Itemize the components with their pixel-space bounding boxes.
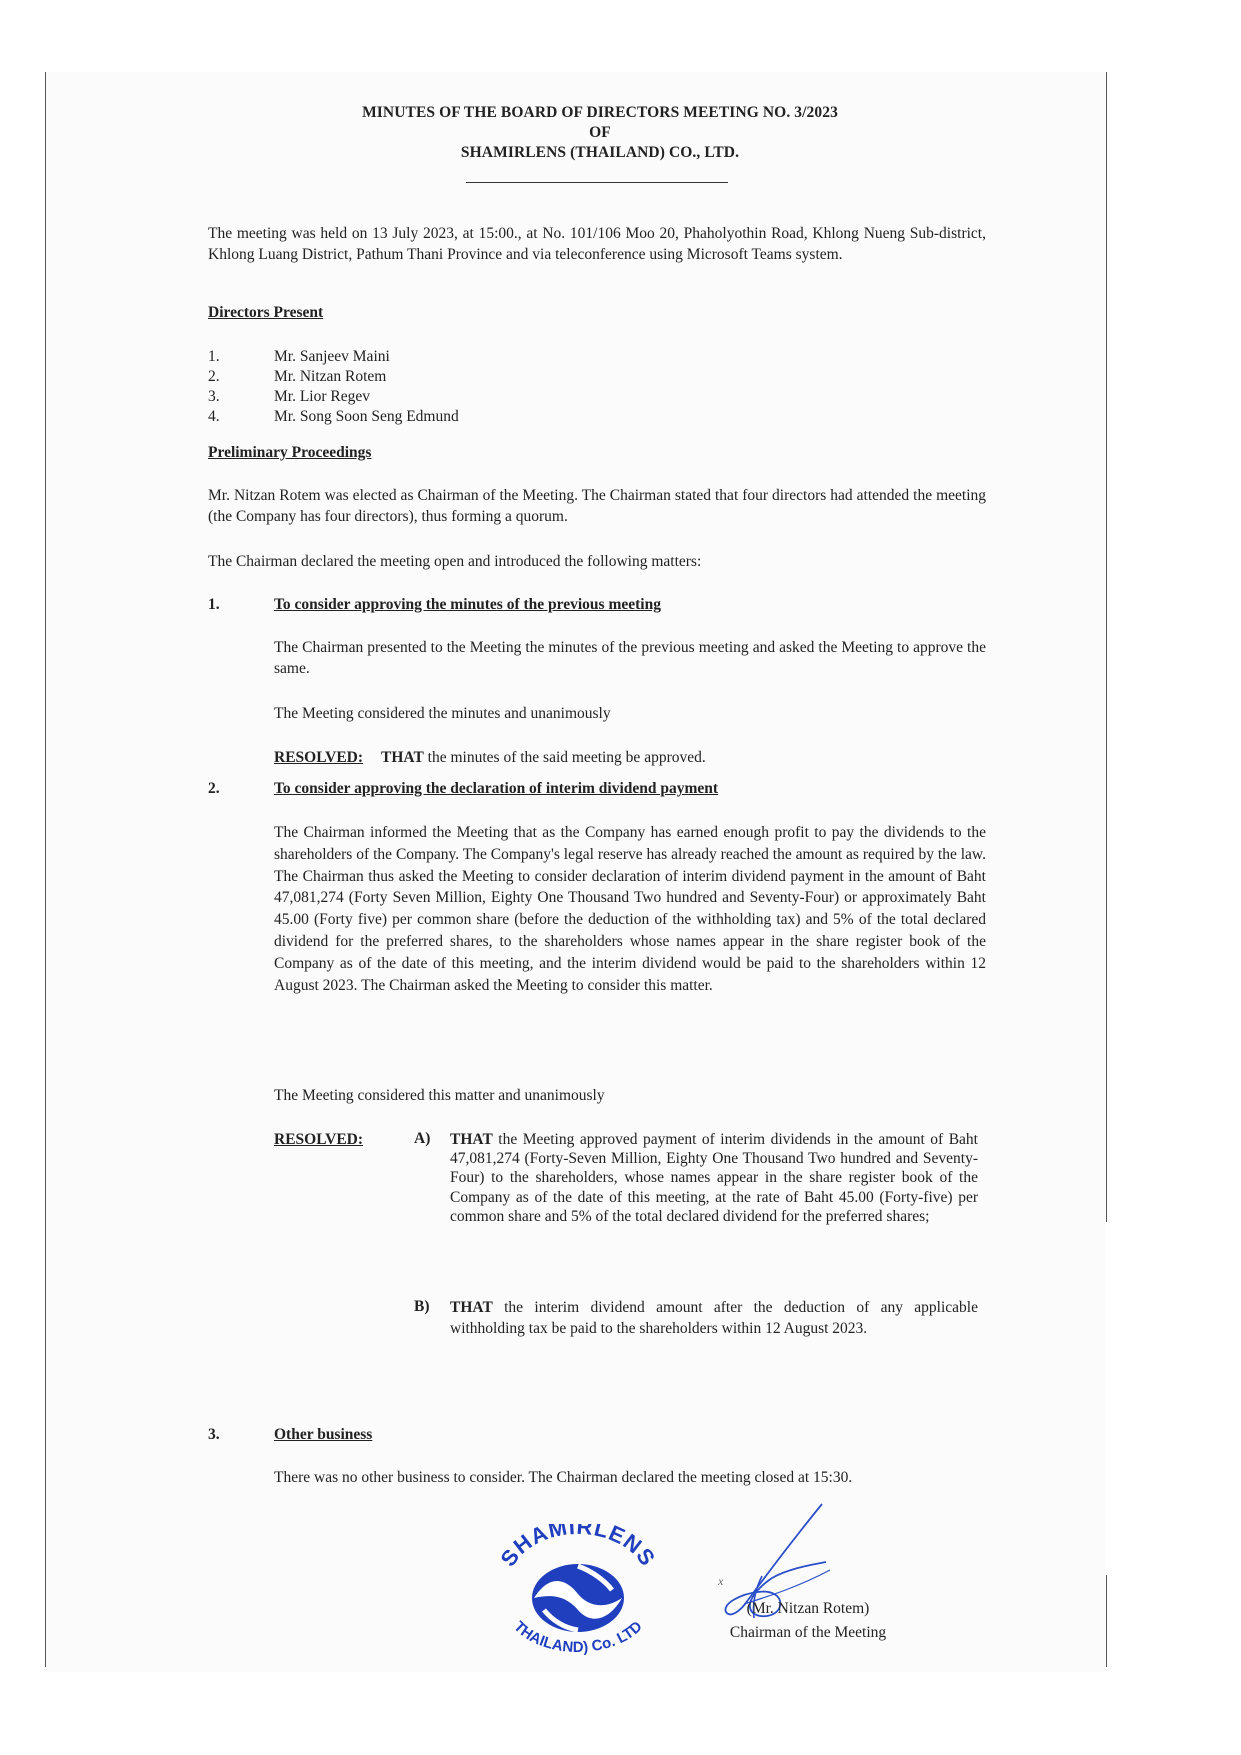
seal-top-text: SHAMIRLENS: [495, 1524, 661, 1571]
item-2-number: 2.: [208, 780, 220, 797]
page-edge-left: [45, 72, 46, 1667]
company-seal: [494, 1524, 662, 1661]
director-name: Mr. Lior Regev: [274, 388, 370, 405]
directors-list: [208, 347, 459, 427]
list-item: [208, 387, 459, 407]
item-3-paragraph: There was no other business to consider. The Chairman declared the meeting closed at 15:30.: [274, 1469, 853, 1486]
resolution-a-letter: A): [414, 1130, 431, 1147]
directors-heading: Directors Present: [208, 304, 324, 321]
resolution-a-text: THAT the Meeting approved payment of interim dividends in the amount of Baht 47,081,274 (Forty-Seven Million, Eighty One Thousand Two hundred and Seventy-Four) to the shareholders, whose names appear in the share register book of the Company as of the date of this meeting, at the rate of Baht 45.00 (Forty-five) per common share and 5% of the total declared dividend for the preferred shares;: [450, 1131, 978, 1225]
item-3-number: 3.: [208, 1426, 220, 1443]
seal-graphic: [494, 1524, 662, 1656]
item-2-paragraph: The Chairman informed the Meeting that as the Company has earned enough profit to pay the dividends to the shareholders of the Company. The Company's legal reserve has already reached the amount as required by the law. The Chairman thus asked the Meeting to consider declaration of interim dividend payment in the amount of Baht 47,081,274 (Forty Seven Million, Eighty One Thousand Two hundred and Seventy-Four) or approximately Baht 45.00 (Forty five) per common share (before the deduction of the withholding tax) and 5% of the total declared dividend for the preferred shares, to the shareholders whose names appear in the share register book of the Company as of the date of this meeting, and the interim dividend would be paid to the shareholders within 12 August 2023. The Chairman asked the Meeting to consider this matter.: [274, 824, 986, 994]
item-1-resolution: [274, 748, 986, 769]
resolved-text: the minutes of the said meeting be approved.: [423, 749, 706, 766]
list-number: 1.: [208, 348, 220, 365]
director-name: Mr. Nitzan Rotem: [274, 368, 387, 385]
document-title-of: OF: [589, 124, 611, 141]
director-name: Mr. Sanjeev Maini: [274, 348, 390, 365]
list-number: 3.: [208, 388, 220, 405]
resolution-b-letter: B): [414, 1298, 430, 1315]
signatory-name: (Mr. Nitzan Rotem): [746, 1600, 870, 1617]
document-title: MINUTES OF THE BOARD OF DIRECTORS MEETING NO. 3/2023: [362, 104, 838, 121]
list-number: 4.: [208, 408, 220, 425]
company-name: SHAMIRLENS (THAILAND) CO., LTD.: [460, 144, 740, 161]
meeting-intro: The meeting was held on 13 July 2023, at 15:00., at No. 101/106 Moo 20, Phaholyothin Road, Khlong Nueng Sub-district, Khlong Luang District, Pathum Thani Province and via teleconference using Microsoft Teams system.: [208, 225, 986, 263]
list-number: 2.: [208, 368, 220, 385]
list-item: [208, 347, 459, 367]
item-2-resolved-label: RESOLVED:: [274, 1131, 364, 1148]
item-1-title: To consider approving the minutes of the previous meeting: [274, 596, 661, 613]
item-3-title: Other business: [274, 1426, 373, 1443]
svg-text:SHAMIRLENS: [495, 1524, 660, 1571]
preliminary-paragraph: Mr. Nitzan Rotem was elected as Chairman of the Meeting. The Chairman stated that four directors had attended the meeting (the Company has four directors), thus forming a quorum.: [208, 487, 986, 525]
list-item: [208, 407, 459, 427]
title-underline: [466, 182, 728, 183]
page-edge-right-lower: [1106, 1575, 1107, 1667]
item-2-title: To consider approving the declaration of interim dividend payment: [274, 780, 719, 797]
seal-bottom-text: THAILAND) Co. LTD: [510, 1618, 646, 1656]
item-1-paragraph: The Chairman presented to the Meeting the minutes of the previous meeting and asked the Meeting to approve the same.: [274, 639, 986, 677]
preliminary-heading: Preliminary Proceedings: [208, 444, 372, 461]
signature-mark: x: [718, 1574, 724, 1588]
list-item: [208, 367, 459, 387]
resolved-label: RESOLVED:: [274, 749, 364, 766]
director-name: Mr. Song Soon Seng Edmund: [274, 408, 459, 425]
page-edge-right: [1106, 72, 1107, 1222]
item-2-consideration: The Meeting considered this matter and unanimously: [274, 1087, 605, 1104]
resolved-that: THAT: [381, 749, 424, 766]
resolution-b-text: THAT the interim dividend amount after the deduction of any applicable withholding tax be paid to the shareholders within 12 August 2023.: [450, 1299, 978, 1337]
signatory-role: Chairman of the Meeting: [729, 1624, 887, 1641]
item-1-consideration: The Meeting considered the minutes and unanimously: [274, 705, 611, 722]
item-1-number: 1.: [208, 596, 220, 613]
opening-paragraph: The Chairman declared the meeting open and introduced the following matters:: [208, 553, 702, 570]
